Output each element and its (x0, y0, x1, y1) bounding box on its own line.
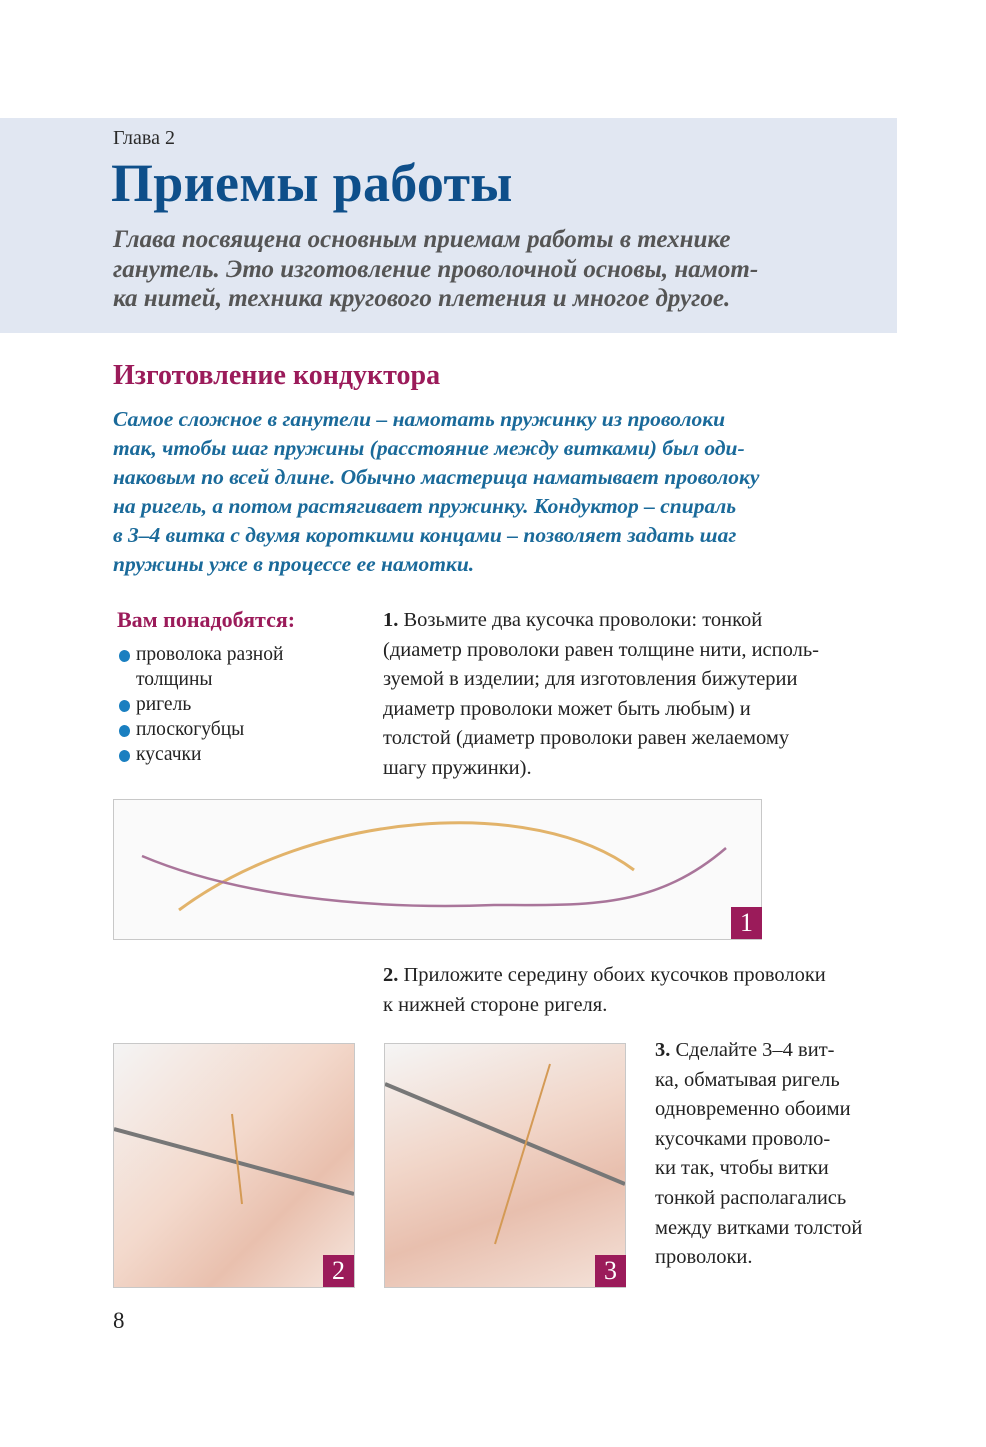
item-text: проволока разной толщины (136, 644, 284, 690)
step-text: Возьмите два кусочка проволоки: тонкой (диаметр проволоки равен толщине нити, исполь- зуемой в изделии; для изготовления бижутерии диаметр проволоки может быть любым) и толстой (диаметр проволоки равен желаемому шагу пружинки). (383, 609, 820, 779)
photo-badge: 1 (731, 907, 762, 939)
list-item (106, 717, 283, 742)
list-item (106, 692, 283, 717)
step-number: 2. (383, 964, 399, 986)
photo-step-2 (113, 1043, 355, 1288)
materials-title: Вам понадобятся: (117, 607, 296, 632)
step-text: Сделайте 3–4 вит- ка, обматывая ригель одновременно обоими кусочками проволо- ки так, чтобы витки тонкой располагались между витками толстой проволоки. (655, 1039, 863, 1269)
step-text: Приложите середину обоих кусочков проволоки к нижней стороне ригеля. (383, 964, 826, 1016)
section-intro: Самое сложное в ганутели – намотать пружинку из проволоки так, чтобы шаг пружины (расстояние между витками) был оди- наковым по всей длине. Обычно мастерица наматывает проволоку на ригель, а потом растягивает пружинку. Кондуктор – спираль в 3–4 витка с двумя короткими концами – позволяет задать шаг пружины уже в процессе ее намотки. (113, 407, 760, 576)
step-3 (655, 1036, 862, 1273)
step-number: 1. (383, 609, 399, 631)
materials-list (106, 642, 283, 767)
bullet-icon (119, 750, 130, 762)
bullet-icon (119, 700, 130, 712)
chapter-lead: Глава посвящена основным приемам работы в технике ганутель. Это изготовление проволочной основы, намот- ка нитей, техника кругового плетения и многое другое. (113, 226, 759, 312)
bullet-icon (119, 725, 130, 737)
item-text: плоскогубцы (136, 719, 245, 740)
bullet-icon (119, 650, 130, 662)
list-item (106, 642, 283, 692)
item-text: кусачки (136, 744, 202, 765)
list-item (106, 742, 283, 767)
step-2 (383, 961, 826, 1020)
photo-badge: 2 (323, 1255, 354, 1287)
step-number: 3. (655, 1039, 671, 1061)
step-1 (383, 606, 819, 784)
photo-badge: 3 (595, 1255, 626, 1287)
chapter-title: Приемы работы (111, 153, 513, 213)
photo-wires (113, 799, 762, 940)
photo-step-3 (384, 1043, 626, 1288)
page-number: 8 (113, 1308, 125, 1333)
item-text: ригель (136, 694, 192, 715)
wires-illustration (114, 800, 761, 939)
section-title: Изготовление кондуктора (113, 360, 441, 391)
chapter-label: Глава 2 (113, 127, 175, 149)
